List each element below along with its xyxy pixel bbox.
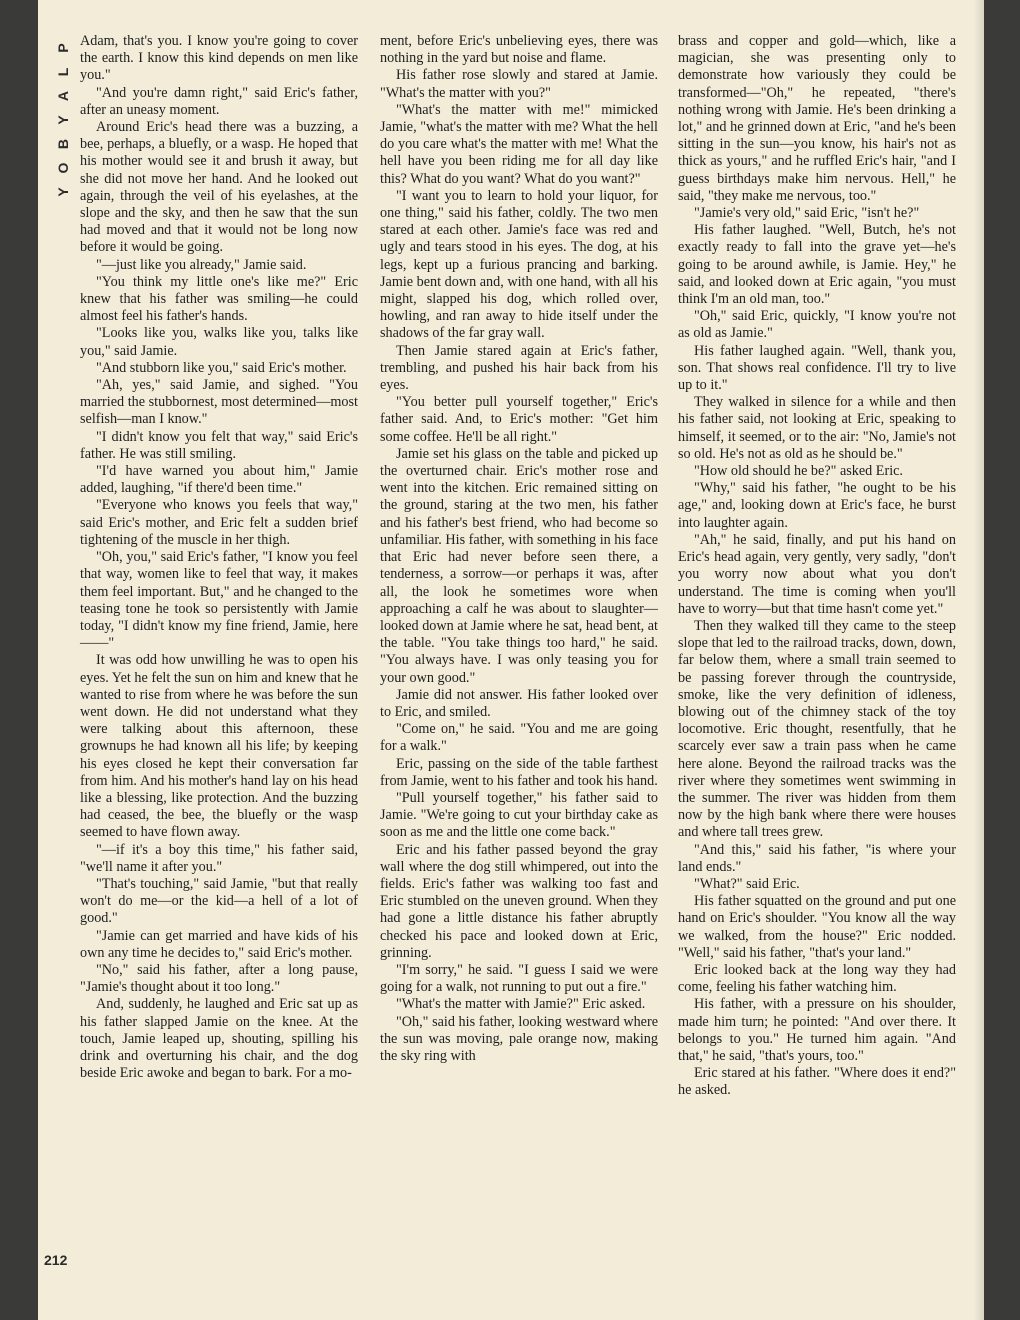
paragraph: His father laughed again. "Well, thank you, son. That shows real confidence. I'll try to live up to it." [678,342,956,394]
paragraph: Around Eric's head there was a buzzing, a bee, perhaps, a bluefly, or a wasp. He hoped that his mother would see it and brush it away, but she did not move her hand. And he looked out again, through the veil of his eyelashes, at the slope and the sky, and then he saw that the sun had moved and that it would not be long now before it would be going. [80,119,358,256]
paragraph: "Oh," said his father, looking westward where the sun was moving, pale orange now, making the sky ring with [380,1013,658,1064]
paragraph: They walked in silence for a while and then his father said, not looking at Eric, speaking to himself, it seemed, or to the air: "No, Jamie's not so old. He's not as old as he should be." [678,394,956,462]
text-column-1 [80,33,358,1082]
running-head-letter: A [55,90,71,102]
running-head-letter: Y [55,115,71,125]
paragraph: And, suddenly, he laughed and Eric sat up as his father slapped Jamie on the knee. At the touch, Jamie leaped up, shouting, spilling his drink and overturning his chair, and the dog beside Eric awoke and began to bark. For a mo- [80,996,358,1082]
magazine-page [38,0,984,1320]
text-column-2 [380,33,658,1065]
paragraph: "I want you to learn to hold your liquor, for one thing," said his father, coldly. The two men stared at each other. Jamie's face was red and ugly and tears stood in his eyes. The dog, at his legs, kept up a furious prancing and barking. Jamie bent down and, with one hand, with all his might, slapped his dog, which rolled over, howling, and ran away to hide itself under the shadows of the far gray wall. [380,187,658,342]
paragraph: "Ah," he said, finally, and put his hand on Eric's head again, very gently, very sadly, "don't you worry now about what you don't understand. The time is coming when you'll have to worry—but that time hasn't come yet." [678,531,956,617]
paragraph: "And stubborn like you," said Eric's mother. [96,359,347,376]
paragraph: Eric, passing on the side of the table farthest from Jamie, went to his father and took his hand. [380,755,658,789]
paragraph: brass and copper and gold—which, like a magician, she was presenting only to demonstrate how variously they could be transformed—"Oh," he repeated, "there's nothing wrong with Jamie. He's been drinking a lot," and he grinned down at Eric, "and he's been sitting in the sun—you know, his hair's not as thick as yours," and he ruffled Eric's hair, "and I guess birthdays make him nervous. Hell," he said, "they make me nervous, too." [678,33,956,204]
running-head-letter: P [55,43,71,53]
paragraph: "Jamie can get married and have kids of his own any time he decides to," said Eric's mother. [80,927,358,961]
paragraph: Eric stared at his father. "Where does it end?" he asked. [678,1065,956,1099]
running-head-letter: O [55,162,71,174]
paragraph: Then they walked till they came to the steep slope that led to the railroad tracks, down, down, far below them, where a small train seemed to be passing forever through the countryside, smoke, like the very definition of idleness, blowing out of the chimney stack of the toy locomotive. Eric thought, resentfully, that he scarcely ever saw a train pass when he came here alone. Beyond the railroad tracks was the river where they sometimes went swimming in the summer. The river was hidden from them now by the high bank where there were houses and where tall trees grew. [678,617,956,841]
paragraph: ment, before Eric's unbelieving eyes, there was nothing in the yard but noise and flame. [380,33,658,67]
paragraph: Then Jamie stared again at Eric's father, trembling, and pushed his hair back from his eyes. [380,342,658,394]
paragraph: "—if it's a boy this time," his father said, "we'll name it after you." [80,841,358,875]
paragraph: "No," said his father, after a long pause, "Jamie's thought about it too long." [80,961,358,996]
paragraph: "You better pull yourself together," Eric's father said. And, to Eric's mother: "Get him some coffee. He'll be all right." [380,394,658,445]
paragraph: "Pull yourself together," his father said to Jamie. "We're going to cut your birthday cake as soon as me and the little one come back." [380,789,658,841]
paragraph: Eric looked back at the long way they had come, feeling his father watching him. [678,961,956,996]
paragraph: "Jamie's very old," said Eric, "isn't he?" [694,205,920,222]
paragraph: His father laughed. "Well, Butch, he's not exactly ready to fall into the grave yet—he's going to be around awhile, is Jamie. Hey," he said, and looked down at Eric again, "you must think I'm an old man, too." [678,222,956,308]
paragraph: His father rose slowly and stared at Jamie. "What's the matter with you?" [380,67,658,101]
paragraph: Jamie did not answer. His father looked over to Eric, and smiled. [380,686,658,720]
paragraph: Eric and his father passed beyond the gray wall where the dog still whimpered, out into the fields. Eric's father was walking too fast and Eric stumbled on the uneven ground. When they had gone a little distance his father abruptly checked his pace and looked down at Eric, grinning. [380,841,658,961]
page-number: 212 [44,1252,68,1268]
paragraph: "You think my little one's like me?" Eric knew that his father was smiling—he could almost feel his father's hands. [80,273,358,325]
paragraph: "That's touching," said Jamie, "but that really won't do me—or the kid—a hell of a lot of good." [80,875,358,927]
paragraph: "Ah, yes," said Jamie, and sighed. "You married the stubbornest, most determined—most selfish—man I know." [80,377,358,428]
paragraph: His father, with a pressure on his shoulder, made him turn; he pointed: "And over there. It belongs to you." He turned him again. "And that," he said, "that's yours, too." [678,996,956,1064]
paragraph: Adam, that's you. I know you're going to cover the earth. I know this kind depends on men like you." [80,33,358,84]
paragraph: "Looks like you, walks like you, talks like you," said Jamie. [80,325,358,359]
running-head-letter: Y [55,187,71,197]
paragraph: "I didn't know you felt that way," said Eric's father. He was still smiling. [80,428,358,462]
running-head-letter: L [55,67,71,77]
paragraph: It was odd how unwilling he was to open his eyes. Yet he felt the sun on him and knew that he wanted to rise from where he was before the sun went down. He did not understand what they were talking about this afternoon, these grownups he had known all his life; by keeping his eyes closed he kept their conversation far from him. And his mother's hand lay on his head like a blessing, like protection. And the buzzing had ceased, the bee, the bluefly or the wasp seemed to have flown away. [80,652,358,841]
paragraph: "How old should he be?" asked Eric. [694,463,903,480]
paragraph: "Why," said his father, "he ought to be his age," and, looking down at Eric's face, he burst into laughter again. [678,480,956,531]
paragraph: "And you're damn right," said Eric's father, after an uneasy moment. [80,84,358,118]
paragraph: His father squatted on the ground and put one hand on Eric's shoulder. "You know all the way we walked, from the house?" Eric nodded. "Well," said his father, "that's your land." [678,893,956,961]
paragraph: "—just like you already," Jamie said. [96,256,307,273]
text-column-3 [678,33,956,1100]
paragraph: "Come on," he said. "You and me are going for a walk." [380,721,658,755]
paragraph: "And this," said his father, "is where your land ends." [678,841,956,875]
paragraph: "I'd have warned you about him," Jamie added, laughing, "if there'd been time." [80,463,358,497]
paragraph: "What's the matter with me!" mimicked Jamie, "what's the matter with me? What the hell do you care what's the matter with me! What the hell have you been riding me for all day like this? What do you want? What do you want?" [380,101,658,187]
paragraph: "Oh," said Eric, quickly, "I know you're not as old as Jamie." [678,308,956,342]
paragraph: "What's the matter with Jamie?" Eric asked. [396,996,646,1013]
paragraph: "I'm sorry," he said. "I guess I said we were going for a walk, not running to put out a fire." [380,961,658,996]
paragraph: "Everyone who knows you feels that way," said Eric's mother, and Eric felt a sudden brief tightening of the muscle in her thigh. [80,497,358,548]
running-head-letter: B [55,138,71,150]
paragraph: Jamie set his glass on the table and picked up the overturned chair. Eric's mother rose and went into the kitchen. Eric remained sitting on the ground, staring at the two men, his father and his father's best friend, who had become so unfamiliar. His father, with something in his face that Eric had never before seen there, a tenderness, a sorrow—or perhaps it was, after all, the look he sometimes wore when approaching a calf he was about to slaughter—looked down at Jamie where he sat, head bent, at the table. "You take things too hard," he said. "You always have. I was only teasing you for your own good." [380,445,658,686]
running-head [50,36,76,204]
paragraph: "What?" said Eric. [694,875,800,892]
paragraph: "Oh, you," said Eric's father, "I know you feel that way, women like to feel that way, it makes them feel important. But," and he changed to the teasing tone he took so persistently with Jamie today, "I didn't know my fine friend, Jamie, here——" [80,549,358,652]
